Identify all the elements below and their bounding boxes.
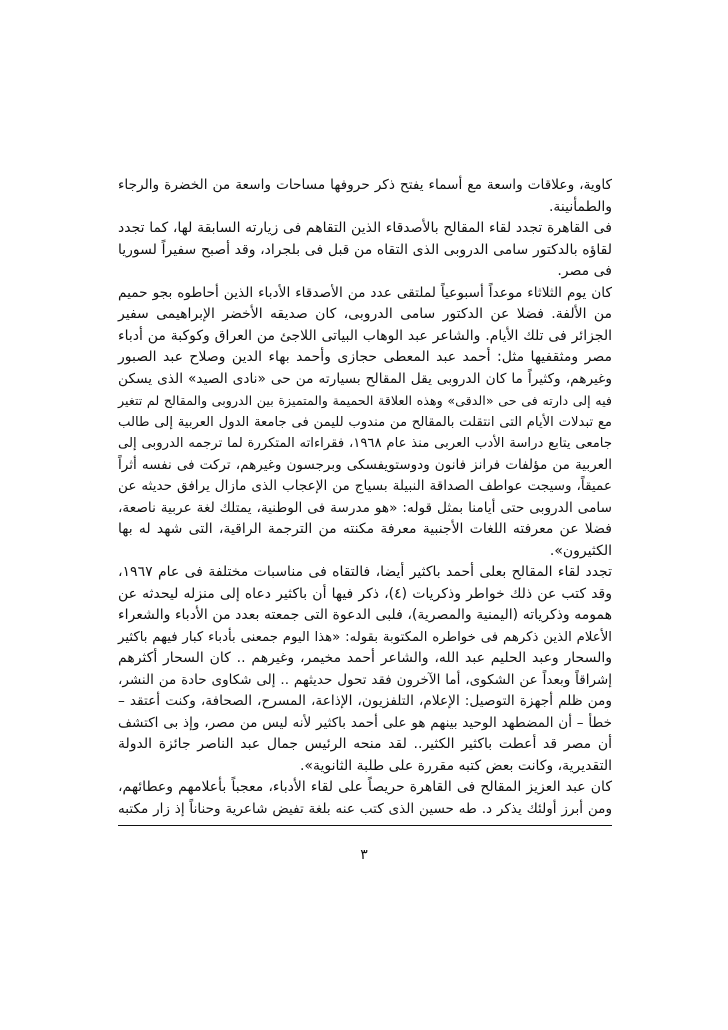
text-line: والسحار وعبد الحليم عبد الله، والشاعر أحمد مخيمر، وغيرهم .. كان السحار أكثرهم [118, 650, 612, 666]
text-line: من الألفة. فضلا عن الدكتور سامى الدروبى، كان صديقه الأخضر الإبراهيمى سفير [118, 306, 612, 322]
text-line: ومن أبرز أولئك يذكر د. طه حسين الذى كتب عنه بلغة تفيض شاعرية وحناناً إذ زار مكتبه [118, 800, 612, 817]
text-line: عميقاً، وسيجت عواطف الصداقة النبيلة بسياج من الإعجاب الذى مازال يرافق حديثه عن [118, 478, 612, 494]
text-line: تجدد لقاء المقالح بعلى أحمد باكثير أيضا، فالتقاه فى مناسبات مختلفة فى عام ١٩٦٧، [118, 564, 612, 580]
page-number: ٣ [360, 847, 368, 863]
text-line: مصر ومثقفيها مثل: أحمد عبد المعطى حجازى وأحمد بهاء الدين وصلاح عبد الصبور [118, 349, 612, 365]
text-line: فى القاهرة تجدد لقاء المقالح بالأصدقاء الذين التقاهم فى زيارته السابقة لها، كما تجدد [118, 220, 612, 236]
text-line: كاوية، وعلاقات واسعة مع أسماء يفتح ذكر حروفها مساحات واسعة من الخضرة والرجاء [118, 177, 612, 193]
text-line: فيه إلى دارته فى حى «الدقى» وهذه العلاقة الحميمة والمتميزة بين الدروبى والمقالح لم تتغير [118, 393, 612, 408]
text-line: إشراقاً وبعداً عن الشكوى، أما الآخرون فقد تحول حديثهم .. إلى شكاوى حادة من النشر، [118, 671, 612, 688]
paragraph [118, 562, 612, 777]
text-line: العربية من مؤلفات فرانز فانون ودوستويفسكى وبرجسون وغيرهم، تركت فى نفسه أثراً [118, 456, 612, 473]
text-line: وغيرهم، وكثيراً ما كان الدروبى يقل المقالح بسيارته من حى «نادى الصيد» الذى يسكن [118, 370, 612, 387]
paragraph [118, 283, 612, 563]
text-line: الجزائر فى تلك الأيام. والشاعر عبد الوهاب البياتى اللاجئ من العراق وكوكبة من أدباء [118, 327, 612, 344]
text-line: خطأ – أن المضطهد الوحيد بينهم هو على أحمد باكثير لأنه ليس من مصر، وإذ بى اكتشف [118, 714, 612, 731]
text-line: كان يوم الثلاثاء موعداً أسبوعياً لملتقى عدد من الأصدقاء الأدباء الذين أحاطوه بجو حميم [118, 284, 612, 301]
text-line: ومن ظلم أجهزة التوصيل: الإعلام، التلفزيون، الإذاعة، المسرح، الصحافة، وكنت أعتقد – [118, 693, 612, 709]
text-line: الأعلام الذين ذكرهم فى خواطره المكتوبة بقوله: «هذا اليوم جمعنى بأدباء كبار فيهم باكثير [118, 629, 612, 645]
text-line: أن مصر قد أعطت باكثير الكثير.. لقد منحه الرئيس جمال عبد الناصر جائزة الدولة [118, 736, 612, 752]
text-line: كان عبد العزيز المقالح فى القاهرة حريصاً على لقاء الأدباء، معجباً بأعلامهم وعطائهم، [118, 779, 612, 795]
text-line: وقد كتب عن ذلك خواطر وذكريات (٤)، ذكر فيها أن باكثير دعاه إلى منزله ليحدثه عن [118, 585, 612, 602]
paragraph [118, 218, 612, 283]
text-line: سامى الدروبى حتى أيامنا بمثل قوله: «هو مدرسة فى الوطنية، يمتلك لغة عربية ناصعة، [118, 499, 612, 516]
paragraph [118, 175, 612, 218]
text-line: لقاؤه بالدكتور سامى الدروبى الذى التقاه من قبل فى بلجراد، وقد أصبح سفيراً لسوريا [118, 241, 612, 258]
body-text [118, 175, 612, 820]
text-line: فضلا عن معرفته اللغات الأجنبية معرفة مكنته من الترجمة الراقية، التى شهد له بها [118, 521, 612, 537]
text-line: الكثيرون». [549, 542, 612, 559]
text-line: جامعى يتابع دراسة الأدب العربى منذ عام ١٩٦٨، فقراءاته المتكررة لما ترجمه الدروبى إلى [118, 436, 612, 451]
text-line: همومه وذكرياته (اليمنية والمصرية)، فلبى الدعوة التى جمعته بعدد من الأدباء والشعراء [118, 607, 612, 623]
text-line: فى مصر. [557, 263, 612, 279]
footer-rule [118, 825, 612, 826]
text-line: التقديرية، وكانت بعض كتبه مقررة على طلبة الثانوية». [299, 757, 612, 774]
text-line: مع تبدلات الأيام التى انتقلت بالمقالح من مندوب لليمن فى جامعة الدول العربية إلى طالب [118, 414, 612, 430]
text-line: والطمأنينة. [548, 198, 612, 215]
paragraph [118, 777, 612, 820]
